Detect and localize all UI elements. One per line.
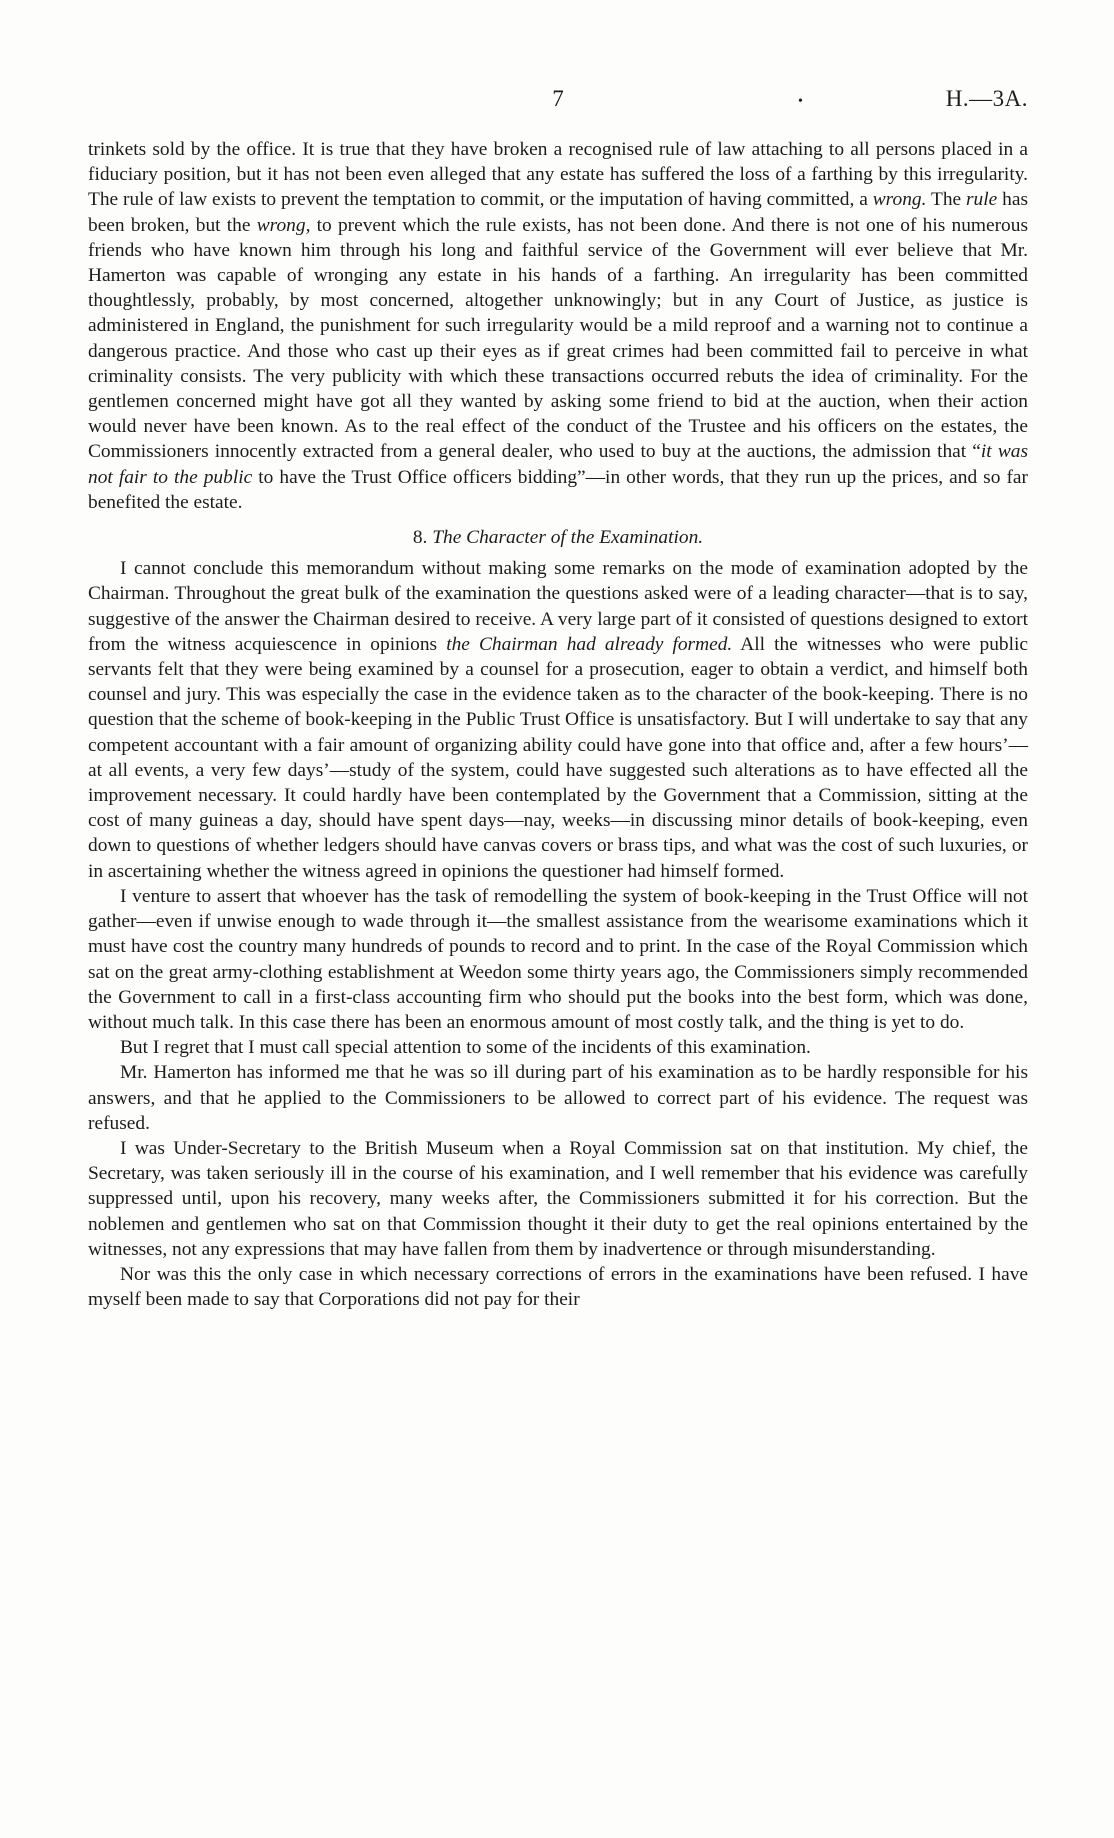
- paragraph-remodelling: I venture to assert that whoever has the task of remodelling the system of book-keeping in the Trust Office will not gather—even if unwise enough to wade through it—the smallest assistance from the wearisome examinations which it must have cost the country many hundreds of pounds to record and to print. In the case of the Royal Commission which sat on the great army-clothing establishment at Weedon some thirty years ago, the Commissioners simply recommended the Government to call in a first-class accounting firm who should put the books into the best form, which was done, without much talk. In this case there has been an enormous amount of most costly talk, and the thing is yet to do.: [88, 885, 1028, 1033]
- text-run: All the witnesses who were public servants felt that they were being examined by a counsel for a prosecution, eager to obtain a verdict, and himself both counsel and jury. This was especially the case in the evidence taken as to the character of the book-keeping. There is no question that the scheme of book-keeping in the Public Trust Office is unsatisfactory. But I will undertake to say that any competent accountant with a fair amount of organizing ability could have gone into that office and, after a few hours’—at all events, a very few days’—study of the system, could have suggested such alterations as to have effected all the improvement necessary. It could hardly have been contemplated by the Government that a Commission, sitting at the cost of many guineas a day, should have spent days—nay, weeks—in discussing minor details of book-keeping, even down to questions of whether ledgers should have canvas covers or brass tips, and what was the cost of such luxuries, or in ascertaining whether the witness agreed in opinions the questioner had himself formed.: [88, 633, 1028, 882]
- paragraph-corrections-refused: Nor was this the only case in which necessary corrections of errors in the examinations have been refused. I have myself been made to say that Corporations did not pay for their: [88, 1263, 1028, 1311]
- paragraph-trinkets: [88, 137, 1028, 515]
- section-number: 8.: [412, 527, 433, 549]
- text-run: trinkets sold by the office. It is true that they have broken a recognised rule of law attaching to all persons placed in a fiduciary position, but it has not been even alleged that any estate has suffered the loss of a farthing by this irregularity. The rule of law exists to prevent the temptation to commit, or the imputation of having committed, a: [88, 139, 1028, 211]
- text-run: has been broken, but the: [88, 189, 1028, 236]
- paragraph-hamerton-ill: Mr. Hamerton has informed me that he was so ill during part of his examination as to be hardly responsible for his answers, and that he applied to the Commissioners to be allowed to correct part of his evidence. The request was refused.: [88, 1062, 1028, 1134]
- header-mark: •: [798, 94, 803, 109]
- page-number: 7: [552, 86, 564, 111]
- italic-text: wrong.: [872, 189, 927, 211]
- document-reference: H.—3A.: [945, 86, 1028, 111]
- italic-text: rule: [966, 189, 998, 211]
- paragraph-examination-mode: [88, 556, 1028, 884]
- italic-text: the Chairman had already formed.: [446, 633, 733, 655]
- document-body: [88, 137, 1028, 1312]
- italic-text: it was not fair to the public: [88, 441, 1028, 488]
- text-run: The: [926, 189, 967, 211]
- page-header: [88, 86, 1028, 116]
- italic-text: wrong,: [256, 214, 311, 236]
- section-title: The Character of the Examination.: [432, 527, 704, 549]
- paragraph-incidents: But I regret that I must call special attention to some of the incidents of this examination.: [120, 1037, 811, 1059]
- section-heading: [88, 525, 1028, 550]
- text-run: to have the Trust Office officers bidding”—in other words, that they run up the prices, and so far benefited the estate.: [88, 466, 1028, 513]
- text-run: I cannot conclude this memorandum without making some remarks on the mode of examination adopted by the Chairman. Throughout the great bulk of the examination the questions asked were of a leading character—that is to say, suggestive of the answer the Chairman desired to receive. A very large part of it consisted of questions designed to extort from the witness acquiescence in opinions: [88, 558, 1028, 655]
- paragraph-british-museum: I was Under-Secretary to the British Museum when a Royal Commission sat on that institution. My chief, the Secretary, was taken seriously ill in the course of his examination, and I well remember that his evidence was carefully suppressed until, upon his recovery, many weeks after, the Commissioners submitted it for his correction. But the noblemen and gentlemen who sat on that Commission thought it their duty to get the real opinions entertained by the witnesses, not any expressions that may have fallen from them by inadvertence or through misunderstanding.: [88, 1137, 1028, 1260]
- text-run: to prevent which the rule exists, has not been done. And there is not one of his numerous friends who have known him through his long and faithful service of the Government will ever believe that Mr. Hamerton was capable of wronging any estate in his hands of a farthing. An irregularity has been committed thoughtlessly, probably, by most concerned, altogether unknowingly; but in any Court of Justice, as justice is administered in England, the punishment for such irregularity would be a mild reproof and a warning not to continue a dangerous practice. And those who cast up their eyes as if great crimes had been committed fail to perceive in what criminality consists. The very publicity with which these transactions occurred rebuts the idea of criminality. For the gentlemen concerned might have got all they wanted by asking some friend to bid at the auction, when their action would never have been known. As to the real effect of the conduct of the Trustee and his officers on the estates, the Commissioners innocently extracted from a general dealer, who used to buy at the auctions, the admission that “: [88, 214, 1028, 463]
